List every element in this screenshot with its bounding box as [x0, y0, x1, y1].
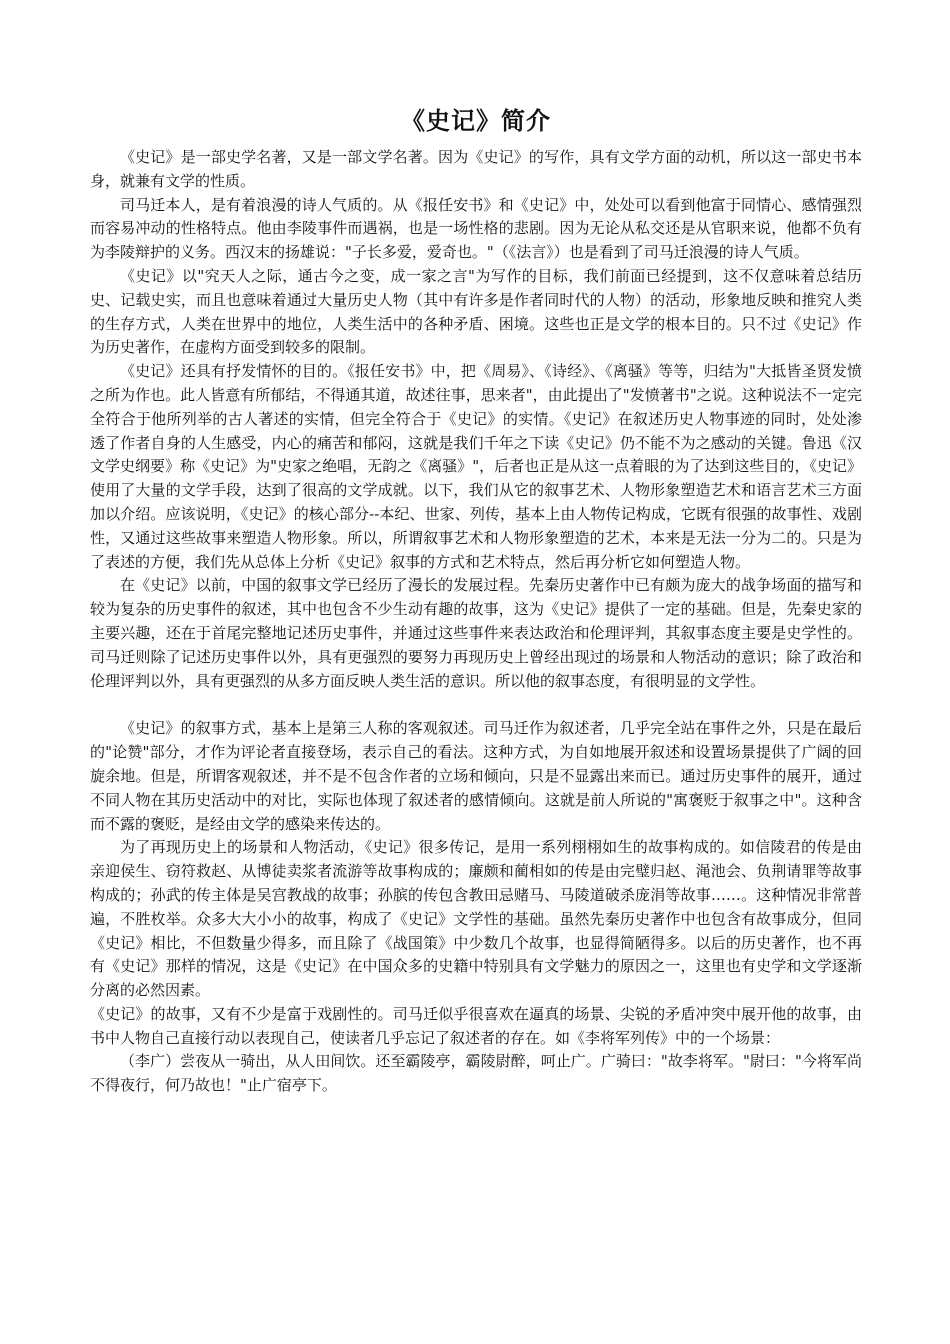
- quoted-passage: （李广）尝夜从一骑出，从人田间饮。还至霸陵亭，霸陵尉醉，呵止广。广骑曰："故李将军。"尉曰："今将军尚不得夜行，何乃故也！"止广宿亭下。: [90, 1052, 862, 1095]
- paragraph-4: 《史记》还具有抒发情怀的目的。《报任安书》中，把《周易》、《诗经》、《离骚》等等，归结为"大抵皆圣贤发愤之所为作也。此人皆意有所郁结，不得通其道，故述往事，思来者"，由此提出了"发愤著书"之说。这种说法不一定完全符合于他所列举的古人著述的实情，但完全符合于《史记》的实情。《史记》在叙述历史人物事迹的同时，处处渗透了作者自身的人生感受，内心的痛苦和郁闷，这就是我们千年之下读《史记》仍不能不为之感动的关键。鲁迅《汉文学史纲要》称《史记》为"史家之绝唱，无韵之《离骚》"，后者也正是从这一点着眼的为了达到这些目的，《史记》使用了大量的文学手段，达到了很高的文学成就。以下，我们从它的叙事艺术、人物形象塑造艺术和语言艺术三方面加以介绍。应该说明，《史记》的核心部分--本纪、世家、列传，基本上由人物传记构成，它既有很强的故事性、戏剧性，又通过这些故事来塑造人物形象。所以，所谓叙事艺术和人物形象塑造的艺术，本来是无法一分为二的。只是为了表述的方便，我们先从总体上分析《史记》叙事的方式和艺术特点，然后再分析它如何塑造人物。: [90, 362, 862, 571]
- paragraph-2: 司马迁本人，是有着浪漫的诗人气质的。从《报任安书》和《史记》中，处处可以看到他富于同情心、感情强烈而容易冲动的性格特点。他由李陵事件而遇祸，也是一场性格的悲剧。因为无论从私交还是从官职来说，他都不负有为李陵辩护的义务。西汉末的扬雄说："子长多爱，爱奇也。"（《法言》）也是看到了司马迁浪漫的诗人气质。: [90, 195, 862, 262]
- paragraph-6: 《史记》的叙事方式，基本上是第三人称的客观叙述。司马迁作为叙述者，几乎完全站在事件之外，只是在最后的"论赞"部分，才作为评论者直接登场，表示自己的看法。这种方式，为自如地展开叙述和设置场景提供了广阔的回旋余地。但是，所谓客观叙述，并不是不包含作者的立场和倾向，只是不显露出来而已。通过历史事件的展开，通过不同人物在其历史活动中的对比，实际也体现了叙述者的感情倾向。这就是前人所说的"寓褒贬于叙事之中"。这种含而不露的褒贬，是经由文学的感染来传达的。: [90, 719, 862, 833]
- paragraph-gap: [90, 693, 862, 717]
- paragraph-1: 《史记》是一部史学名著，又是一部文学名著。因为《史记》的写作，具有文学方面的动机，所以这一部史书本身，就兼有文学的性质。: [90, 148, 862, 190]
- document-title: 《史记》简介: [401, 107, 551, 135]
- paragraph-3: 《史记》以"究天人之际，通古今之变，成一家之言"为写作的目标，我们前面已经提到，这不仅意味着总结历史、记载史实，而且也意味着通过大量历史人物（其中有许多是作者同时代的人物）的活动，形象地反映和推究人类的生存方式，人类在世界中的地位，人类生活中的各种矛盾、困境。这些也正是文学的根本目的。只不过《史记》作为历史著作，在虚构方面受到较多的限制。: [90, 266, 862, 357]
- paragraph-7: 为了再现历史上的场景和人物活动，《史记》很多传记，是用一系列栩栩如生的故事构成的。如信陵君的传是由亲迎侯生、窃符救赵、从博徒卖浆者流游等故事构成的；廉颇和蔺相如的传是由完璧归赵、渑池会、负荆请罪等故事构成的；孙武的传主体是吴宫教战的故事；孙膑的传包含教田忌赌马、马陵道破杀庞涓等故事……。这种情况非常普遍，不胜枚举。众多大大小小的故事，构成了《史记》文学性的基础。虽然先秦历史著作中也包含有故事成分，但同《史记》相比，不但数量少得多，而且除了《战国策》中少数几个故事，也显得简陋得多。以后的历史著作，也不再有《史记》那样的情况，这是《史记》在中国众多的史籍中特别具有文学魅力的原因之一，这里也有史学和文学逐渐分离的必然因素。: [90, 838, 862, 1000]
- paragraph-8: 《史记》的故事，又有不少是富于戏剧性的。司马迁似乎很喜欢在逼真的场景、尖锐的矛盾冲突中展开他的故事，由书中人物自己直接行动以表现自己，使读者几乎忘记了叙述者的存在。如《李将军列传》中的一个场景：: [90, 1004, 862, 1047]
- paragraph-5: 在《史记》以前，中国的叙事文学已经历了漫长的发展过程。先秦历史著作中已有颇为庞大的战争场面的描写和较为复杂的历史事件的叙述，其中也包含不少生动有趣的故事，这为《史记》提供了一定的基础。但是，先秦史家的主要兴趣，还在于首尾完整地记述历史事件，并通过这些事件来表达政治和伦理评判，其叙事态度主要是史学性的。司马迁则除了记述历史事件以外，具有更强烈的要努力再现历史上曾经出现过的场景和人物活动的意识；除了政治和伦理评判以外，具有更强烈的从多方面反映人类生活的意识。所以他的叙事态度，有很明显的文学性。: [90, 576, 862, 690]
- document-page: [90, 104, 862, 1098]
